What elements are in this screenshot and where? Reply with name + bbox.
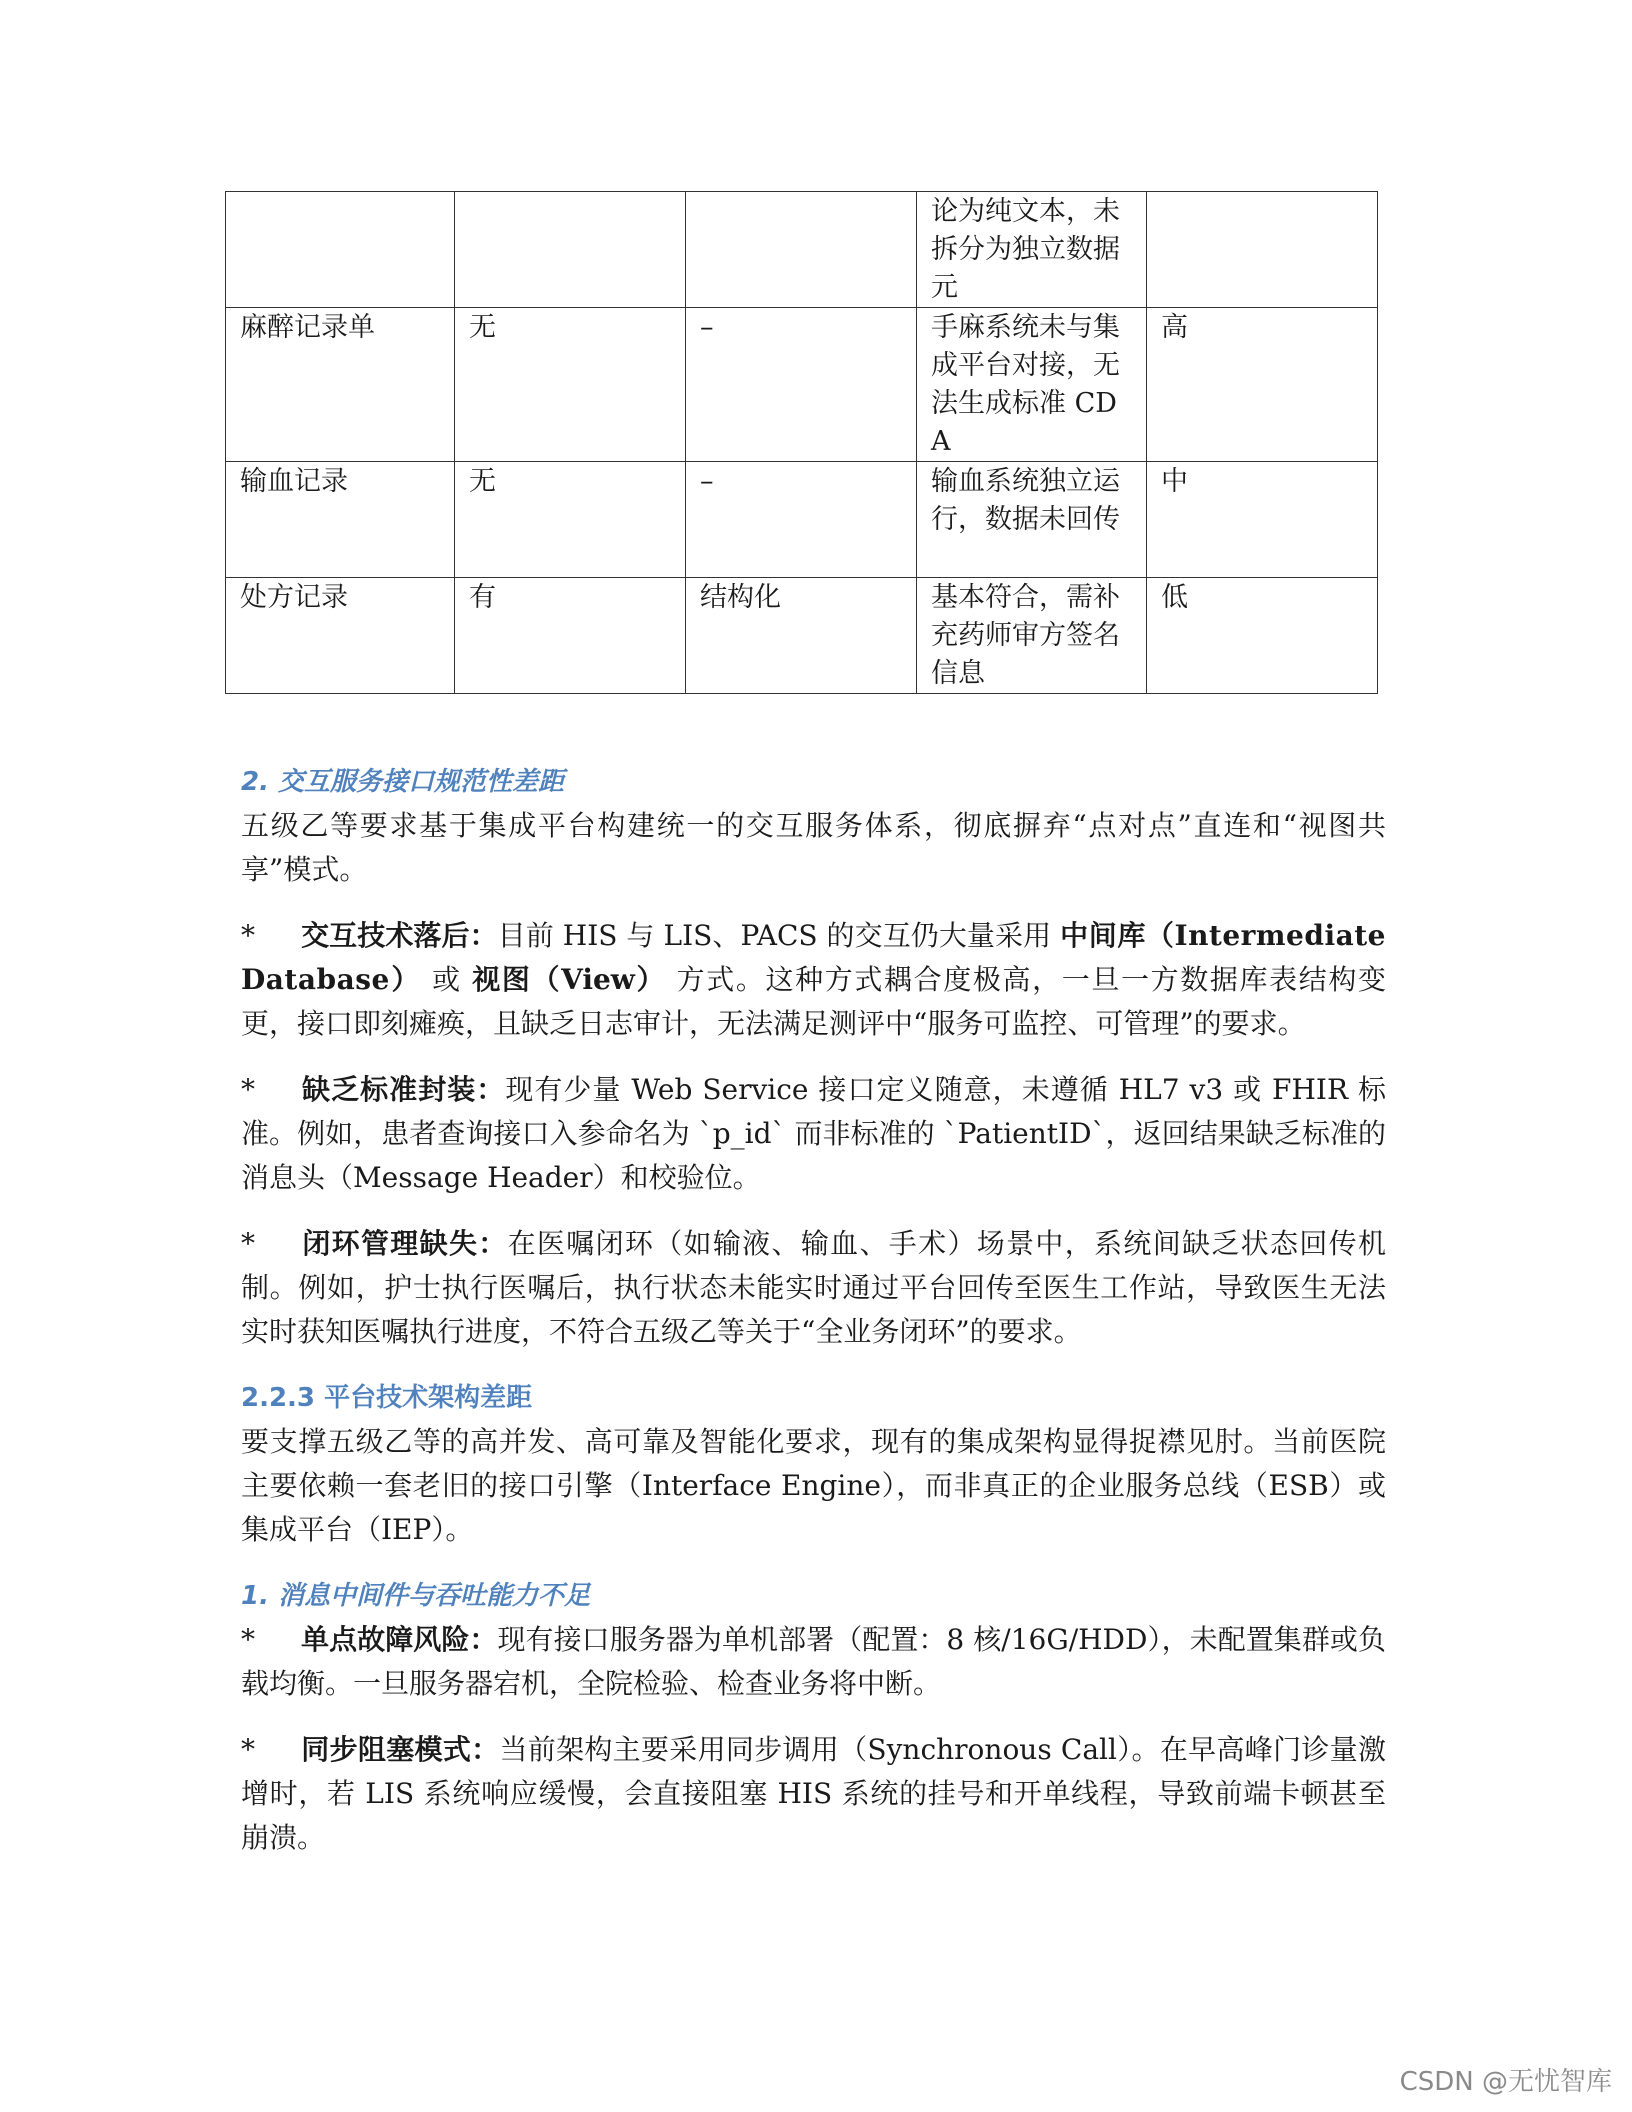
bullet-text: 方式。这种方式耦合度极高，一旦一方数据库表结构变更，接口即刻瘫痪，且缺乏日志审计，无法满足测评中“服务可监控、可管理”的要求。: [241, 963, 1386, 1040]
bullet-lead: 缺乏标准封装：: [301, 1073, 506, 1106]
table-cell: 结构化: [686, 578, 917, 694]
table-cell: 低: [1147, 578, 1378, 694]
gap-analysis-table: [225, 191, 1378, 694]
bullet-paragraph: [241, 1068, 1386, 1200]
section-intro: 要支撑五级乙等的高并发、高可靠及智能化要求，现有的集成架构显得捉襟见肘。当前医院主要依赖一套老旧的接口引擎（Interface Engine），而非真正的企业服务总线（ESB）或集成平台（IEP）。: [241, 1425, 1386, 1546]
bullet-emphasis: 中间库（Intermediate Database）: [241, 919, 1386, 996]
section-heading-architecture: 2.2.3 平台技术架构差距: [241, 1383, 533, 1413]
bullet-marker: *: [241, 1227, 255, 1260]
table-cell: 高: [1147, 308, 1378, 462]
table-cell: [455, 192, 686, 308]
bullet-paragraph: [241, 914, 1386, 1046]
bullet-text: 现有少量 Web Service 接口定义随意，未遵循 HL7 v3 或 FHIR 标准。例如，患者查询接口入参命名为 `p_id` 而非标准的 `PatientID`，返回结果缺乏标准的消息头（Message Header）和校验位。: [241, 1073, 1386, 1194]
bullet-marker: *: [241, 1733, 255, 1766]
table-cell: 无: [455, 308, 686, 462]
table-cell: 论为纯文本，未拆分为独立数据元: [917, 192, 1147, 308]
bullet-lead: 单点故障风险：: [301, 1623, 498, 1656]
bullet-paragraph: [241, 1618, 1386, 1706]
section-heading-interface: 2. 交互服务接口规范性差距: [241, 767, 565, 797]
table-row: [226, 192, 1378, 308]
bullet-marker: *: [241, 919, 255, 952]
bullet-text: 在医嘱闭环（如输液、输血、手术）场景中，系统间缺乏状态回传机制。例如，护士执行医嘱后，执行状态未能实时通过平台回传至医生工作站，导致医生无法实时获知医嘱执行进度，不符合五级乙等关于“全业务闭环”的要求。: [241, 1227, 1386, 1348]
bullet-text: 当前架构主要采用同步调用（Synchronous Call）。在早高峰门诊量激增时，若 LIS 系统响应缓慢，会直接阻塞 HIS 系统的挂号和开单线程，导致前端卡顿甚至崩溃。: [241, 1733, 1386, 1854]
bullet-lead: 闭环管理缺失：: [301, 1227, 508, 1260]
table-cell: 有: [455, 578, 686, 694]
table-cell: 无: [455, 462, 686, 578]
bullet-marker: *: [241, 1073, 255, 1106]
table-cell: [1147, 192, 1378, 308]
bullet-text: 目前 HIS 与 LIS、PACS 的交互仍大量采用: [497, 919, 1061, 952]
bullet-paragraph: [241, 1728, 1386, 1860]
bullet-text: 现有接口服务器为单机部署（配置：8 核/16G/HDD），未配置集群或负载均衡。一旦服务器宕机，全院检验、检查业务将中断。: [241, 1623, 1386, 1700]
table-cell: 处方记录: [226, 578, 455, 694]
table-row: [226, 308, 1378, 462]
table-row: [226, 462, 1378, 578]
bullet-paragraph: [241, 1222, 1386, 1354]
watermark: CSDN @无忧智库: [1399, 2067, 1612, 2097]
section-heading-middleware: 1. 消息中间件与吞吐能力不足: [241, 1581, 591, 1611]
bullet-marker: *: [241, 1623, 255, 1656]
section-intro: 五级乙等要求基于集成平台构建统一的交互服务体系，彻底摒弃“点对点”直连和“视图共享”模式。: [241, 809, 1386, 886]
table-cell: –: [686, 308, 917, 462]
document-body: [241, 760, 1386, 1860]
table-cell: –: [686, 462, 917, 578]
table-cell: [686, 192, 917, 308]
table-cell: [226, 192, 455, 308]
bullet-lead: 同步阻塞模式：: [301, 1733, 500, 1766]
table-cell: 麻醉记录单: [226, 308, 455, 462]
table-cell: 中: [1147, 462, 1378, 578]
table-cell: 输血记录: [226, 462, 455, 578]
bullet-lead: 交互技术落后：: [301, 919, 498, 952]
table-cell: 手麻系统未与集成平台对接，无法生成标准 CDA: [917, 308, 1147, 462]
table-cell: 输血系统独立运行，数据未回传: [917, 462, 1147, 578]
bullet-emphasis: 视图（View）: [472, 963, 667, 996]
table-cell: 基本符合，需补充药师审方签名信息: [917, 578, 1147, 694]
bullet-text: 或: [421, 963, 473, 996]
table-row: [226, 578, 1378, 694]
